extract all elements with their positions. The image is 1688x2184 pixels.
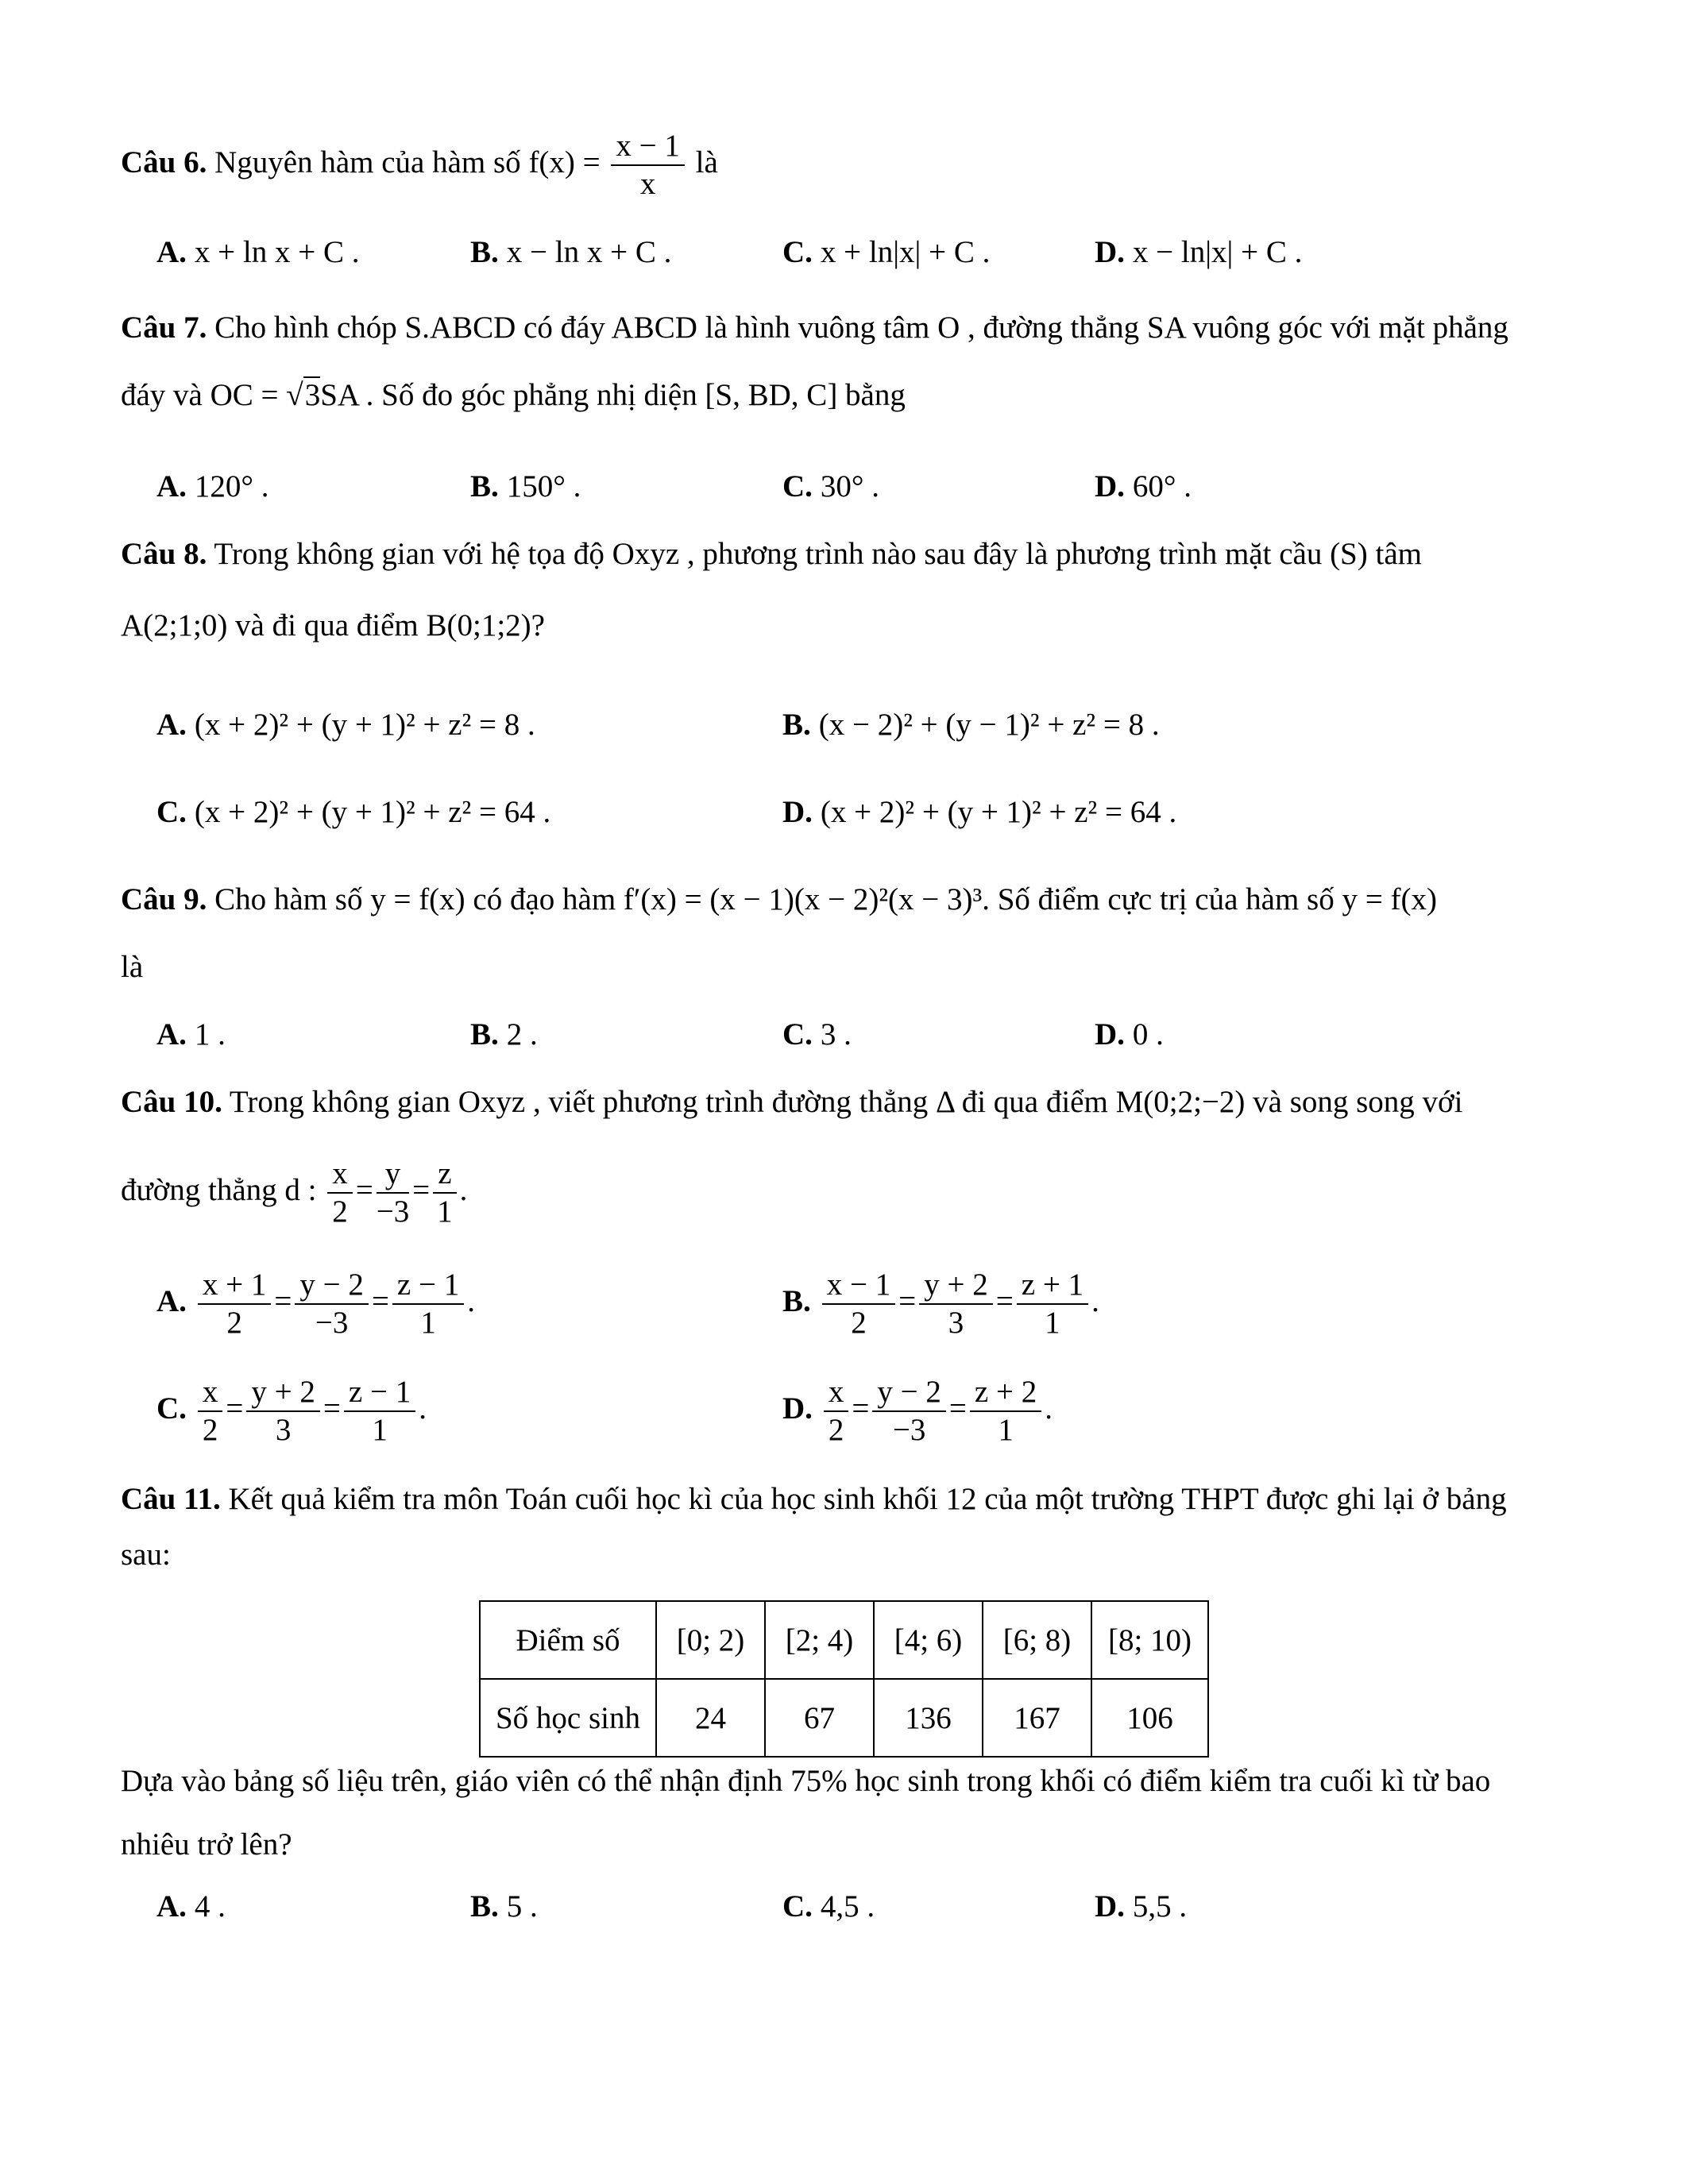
table-cell: [6; 8) (983, 1601, 1091, 1679)
option-value: x + ln|x| + C . (820, 235, 991, 269)
option-label: C. (782, 235, 813, 269)
question-9-text-2: là (121, 950, 144, 984)
fraction-numerator: z + 2 (970, 1374, 1041, 1412)
question-11-text: Kết quả kiểm tra môn Toán cuối học kì của học sinh khối 12 của một trường THPT được ghi lại ở bảng (228, 1482, 1507, 1516)
question-11-option-c[interactable] (782, 1889, 875, 1924)
fraction-numerator: x (327, 1156, 353, 1194)
question-11-number: Câu 11. (121, 1482, 221, 1516)
fraction-denominator: 2 (226, 1306, 242, 1340)
question-7-option-c[interactable] (782, 469, 879, 504)
option-label: A. (156, 469, 187, 504)
question-9-line-1 (121, 882, 1437, 917)
question-6-func: f(x) = (528, 145, 601, 179)
option-label: D. (782, 1391, 813, 1426)
table-cell: [2; 4) (765, 1601, 874, 1679)
question-11-line-2 (121, 1537, 171, 1572)
option-fraction (295, 1267, 369, 1341)
fraction-denominator: 1 (1045, 1306, 1060, 1340)
option-value: 5,5 . (1132, 1889, 1188, 1924)
fraction-denominator: 1 (437, 1194, 453, 1229)
option-label: B. (782, 1283, 811, 1318)
fraction-numerator: x − 1 (822, 1267, 896, 1305)
fraction-numerator: y − 2 (872, 1374, 946, 1412)
question-11-option-b[interactable] (470, 1889, 538, 1924)
option-value: (x − 2)² + (y − 1)² + z² = 8 . (818, 708, 1160, 742)
question-11-option-d[interactable] (1095, 1889, 1187, 1924)
table-cell: [4; 6) (874, 1601, 983, 1679)
option-fraction (1017, 1267, 1088, 1341)
option-label: A. (156, 1017, 187, 1051)
score-table (479, 1600, 1209, 1758)
question-6-option-d[interactable] (1095, 234, 1302, 270)
question-7-option-b[interactable] (470, 469, 581, 504)
question-10-line-2: đường thẳng d : $\frac{x}{2}$ = $\frac{y}{-3}$ = $\frac{z}{1}$ . (121, 1156, 468, 1229)
fraction-denominator: 1 (998, 1413, 1014, 1447)
option-label: B. (470, 469, 499, 504)
question-8-line-1 (121, 536, 1422, 572)
fraction-numerator: x (824, 1374, 849, 1412)
question-6-stem (121, 119, 718, 206)
fraction-denominator: 3 (275, 1413, 292, 1447)
fraction-denominator: −3 (315, 1306, 349, 1340)
option-fraction (392, 1267, 464, 1341)
option-label: D. (782, 795, 813, 829)
option-label: A. (156, 1889, 187, 1924)
fraction-denominator: 1 (372, 1413, 388, 1447)
question-6-fraction (611, 128, 685, 203)
question-9-option-d[interactable] (1095, 1017, 1164, 1052)
question-9-option-a[interactable] (156, 1017, 226, 1052)
question-10-option-c[interactable]: C. $\frac{x}{2}$ = $\frac{y + 2}{3}$ = $\frac{z - 1}{1}$ . (156, 1375, 427, 1447)
table-cell: 136 (874, 1679, 983, 1757)
fraction-numerator: z (433, 1156, 456, 1194)
fraction-denominator: 2 (332, 1194, 348, 1229)
question-11-line-3 (121, 1763, 1490, 1799)
question-7-text-b: SA . Số đo góc phẳng nhị diện [S, BD, C] bằng (320, 378, 906, 412)
question-6-option-b[interactable] (470, 234, 671, 270)
option-value: 3 . (820, 1017, 852, 1051)
option-label: B. (470, 235, 499, 269)
option-fraction (824, 1374, 849, 1449)
question-8-line-2 (121, 608, 545, 643)
option-value: 30° . (820, 469, 880, 504)
table-cell: 106 (1091, 1679, 1208, 1757)
option-label: D. (1095, 235, 1125, 269)
question-6-option-a[interactable] (156, 234, 360, 270)
question-8-option-c[interactable] (156, 794, 550, 830)
table-row-header: Số học sinh (480, 1679, 656, 1757)
question-11-line-4 (121, 1827, 292, 1862)
option-label: D. (1095, 1017, 1125, 1051)
question-6-number: Câu 6. (121, 145, 207, 179)
option-label: B. (470, 1889, 499, 1924)
option-label: B. (782, 708, 811, 742)
sqrt-radicand: 3 (304, 378, 321, 412)
question-7-text: Cho hình chóp S.ABCD có đáy ABCD là hình vuông tâm O , đường thẳng SA vuông góc với mặt phẳng (214, 311, 1508, 345)
question-9-number: Câu 9. (121, 882, 207, 916)
fraction-numerator: z − 1 (392, 1267, 464, 1305)
fraction-denominator: 2 (202, 1413, 218, 1447)
question-8-option-a[interactable] (156, 707, 535, 743)
option-label: A. (156, 708, 187, 742)
line-d-fraction-z (433, 1156, 456, 1230)
option-label: C. (782, 469, 813, 504)
question-9-option-c[interactable] (782, 1017, 852, 1052)
fraction-denominator: −3 (376, 1194, 410, 1229)
option-fraction (822, 1267, 896, 1341)
option-fraction (198, 1267, 272, 1341)
fraction-numerator: x (198, 1374, 223, 1412)
option-fraction (919, 1267, 993, 1341)
question-7-option-a[interactable] (156, 469, 269, 504)
fraction-numerator: z − 1 (344, 1374, 415, 1412)
option-value: 4 . (194, 1889, 226, 1924)
fraction-denominator: 2 (851, 1306, 867, 1340)
question-11-option-a[interactable] (156, 1889, 226, 1924)
question-6-text-after: là (695, 145, 718, 179)
option-value: (x + 2)² + (y + 1)² + z² = 8 . (194, 708, 535, 742)
option-value: (x + 2)² + (y + 1)² + z² = 64 . (194, 795, 551, 829)
question-7-number: Câu 7. (121, 311, 207, 345)
question-7-option-d[interactable] (1095, 469, 1192, 504)
option-label: D. (1095, 469, 1125, 504)
fraction-numerator: y (377, 1156, 410, 1194)
table-cell: [8; 10) (1091, 1601, 1208, 1679)
fraction-denominator: −3 (892, 1413, 926, 1447)
question-10-text: Trong không gian Oxyz , viết phương trình đường thẳng Δ đi qua điểm M(0;2;−2) và song song với (229, 1085, 1463, 1119)
option-value: 60° . (1132, 469, 1192, 504)
option-value: 0 . (1132, 1017, 1164, 1051)
table-row (480, 1679, 1208, 1757)
question-8-number: Câu 8. (121, 537, 207, 571)
option-label: C. (782, 1017, 813, 1051)
fraction-denominator: x (639, 167, 656, 202)
question-7-text-a: đáy và OC = √ (121, 378, 303, 412)
question-8-option-d[interactable] (782, 794, 1176, 830)
question-10-option-b[interactable]: B. $\frac{x - 1}{2}$ = $\frac{y + 2}{3}$ = $\frac{z + 1}{1}$ . (782, 1268, 1099, 1340)
question-10-number: Câu 10. (121, 1085, 222, 1119)
option-value: 150° . (506, 469, 581, 504)
question-9-option-b[interactable] (470, 1017, 538, 1052)
option-value: 5 . (506, 1889, 538, 1924)
line-d-fraction-x (327, 1156, 353, 1230)
option-fraction (344, 1374, 415, 1449)
table-cell: 167 (983, 1679, 1091, 1757)
fraction-numerator: y + 2 (919, 1267, 993, 1305)
question-11-text-2: sau: (121, 1538, 171, 1572)
option-value: 1 . (194, 1017, 226, 1051)
fraction-denominator: 2 (828, 1413, 844, 1447)
question-10-option-a[interactable]: A. $\frac{x + 1}{2}$ = $\frac{y - 2}{-3}$ = $\frac{z - 1}{1}$ . (156, 1268, 475, 1340)
option-label: C. (156, 1391, 187, 1426)
option-value: x − ln x + C . (506, 235, 672, 269)
table-row (480, 1601, 1208, 1679)
fraction-numerator: y + 2 (246, 1374, 320, 1412)
option-label: D. (1095, 1889, 1125, 1924)
question-11-line-1 (121, 1481, 1507, 1517)
option-value: x − ln|x| + C . (1132, 235, 1303, 269)
question-7-line-2 (121, 377, 906, 413)
option-label: B. (470, 1017, 499, 1051)
question-10-prefix: đường thẳng d : (121, 1172, 317, 1207)
option-fraction (970, 1374, 1041, 1449)
question-11-text-4: nhiêu trở lên? (121, 1827, 292, 1862)
option-fraction (246, 1374, 320, 1449)
question-8-option-b[interactable] (782, 707, 1160, 743)
fraction-denominator: 3 (948, 1306, 964, 1340)
question-8-text-2: A(2;1;0) và đi qua điểm B(0;1;2)? (121, 608, 545, 642)
question-10-option-d[interactable]: D. $\frac{x}{2}$ = $\frac{y - 2}{-3}$ = $\frac{z + 2}{1}$ . (782, 1375, 1053, 1447)
option-fraction (872, 1374, 946, 1449)
table-cell: [0; 2) (656, 1601, 765, 1679)
table-row-header: Điểm số (480, 1601, 656, 1679)
question-9-text: Cho hàm số y = f(x) có đạo hàm f′(x) = (x − 1)(x − 2)²(x − 3)³. Số điểm cực trị của hàm số y = f(x) (214, 882, 1437, 916)
question-11-text-3: Dựa vào bảng số liệu trên, giáo viên có thể nhận định 75% học sinh trong khối có điểm kiểm tra cuối kì từ bao (121, 1764, 1491, 1798)
table-cell: 24 (656, 1679, 765, 1757)
option-value: (x + 2)² + (y + 1)² + z² = 64 . (820, 795, 1177, 829)
line-d-fraction-y (377, 1156, 410, 1230)
option-fraction (198, 1374, 223, 1449)
question-10-line-1 (121, 1084, 1463, 1120)
option-value: 2 . (506, 1017, 538, 1051)
fraction-numerator: x − 1 (611, 128, 685, 166)
option-label: A. (156, 1283, 187, 1318)
fraction-numerator: x + 1 (198, 1267, 272, 1305)
fraction-denominator: 1 (420, 1306, 436, 1340)
question-7-line-1 (121, 310, 1508, 345)
question-6-text: Nguyên hàm của hàm số (214, 145, 521, 179)
question-8-text: Trong không gian với hệ tọa độ Oxyz , phương trình nào sau đây là phương trình mặt cầu (S) tâm (214, 537, 1422, 571)
fraction-numerator: y − 2 (295, 1267, 369, 1305)
option-value: 4,5 . (820, 1889, 875, 1924)
table-cell: 67 (765, 1679, 874, 1757)
option-value: x + ln x + C . (194, 235, 360, 269)
option-label: C. (782, 1889, 813, 1924)
fraction-numerator: z + 1 (1017, 1267, 1088, 1305)
option-label: C. (156, 795, 187, 829)
option-value: 120° . (194, 469, 269, 504)
option-label: A. (156, 235, 187, 269)
question-6-option-c[interactable] (782, 234, 990, 270)
question-9-line-2 (121, 949, 143, 985)
